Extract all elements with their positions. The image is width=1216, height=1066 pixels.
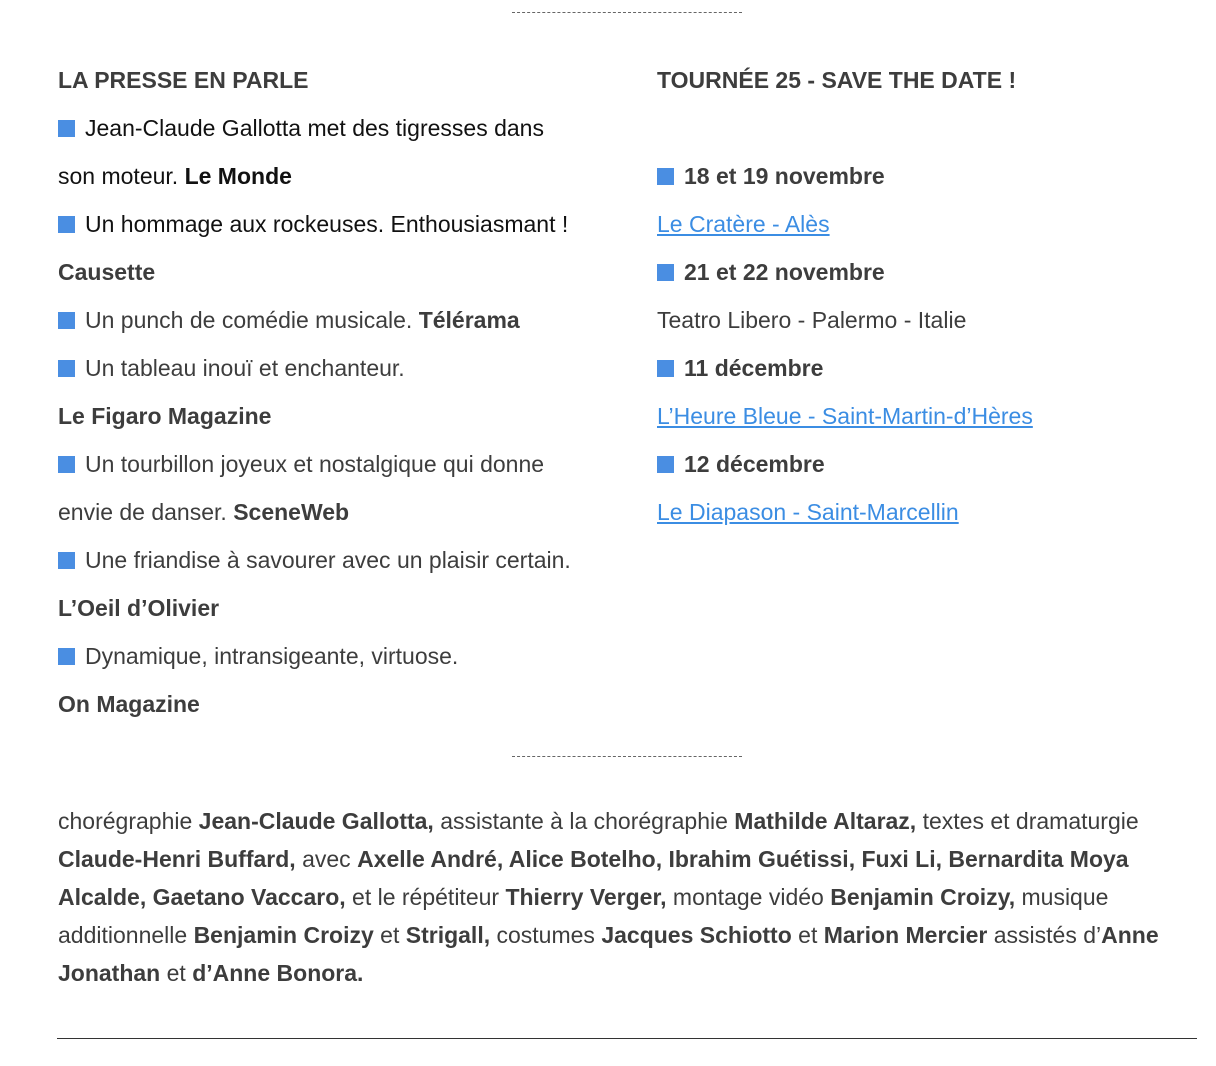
press-source: SceneWeb: [233, 499, 350, 525]
credit-name: Strigall,: [405, 922, 491, 948]
press-quote-7: Dynamique, intransigeante, virtuose.: [58, 632, 618, 680]
press-quote-5b: envie de danser. SceneWeb: [58, 499, 350, 525]
square-bullet-icon: [58, 648, 75, 665]
press-quote-2: Un hommage aux rockeuses. Enthousiasmant !: [58, 200, 618, 248]
tour-title: TOURNÉE 25 - SAVE THE DATE !: [657, 67, 1017, 93]
press-source: Causette: [58, 259, 156, 285]
credit-name: Mathilde Altaraz,: [734, 808, 917, 834]
credit-name: Axelle André, Alice Botelho, Ibrahim Guétissi, Fuxi Li, Bernardita Moya Alcalde, Gaetano Vaccaro,: [58, 846, 1129, 910]
credit-name: Benjamin Croizy,: [830, 884, 1016, 910]
credit-name: Jean-Claude Gallotta,: [198, 808, 434, 834]
square-bullet-icon: [58, 456, 75, 473]
square-bullet-icon: [58, 216, 75, 233]
press-quote-3: Un punch de comédie musicale. Télérama: [58, 296, 618, 344]
square-bullet-icon: [657, 168, 674, 185]
credit-name: Marion Mercier: [823, 922, 988, 948]
credit-name: Thierry Verger,: [505, 884, 667, 910]
middle-dashed-divider: [512, 756, 742, 757]
press-title: LA PRESSE EN PARLE: [58, 67, 309, 93]
square-bullet-icon: [657, 360, 674, 377]
bottom-horizontal-rule: [57, 1038, 1197, 1039]
tour-date-4: 12 décembre: [657, 440, 1177, 488]
square-bullet-icon: [58, 360, 75, 377]
press-source: Le Figaro Magazine: [58, 403, 272, 429]
credit-name: Benjamin Croizy: [193, 922, 374, 948]
venue-teatro-libero: Teatro Libero - Palermo - Italie: [657, 307, 967, 333]
press-source: Le Monde: [184, 163, 292, 189]
venue-link-heure-bleue[interactable]: L’Heure Bleue - Saint-Martin-d’Hères: [657, 403, 1033, 429]
tour-date-1: 18 et 19 novembre: [657, 152, 1177, 200]
square-bullet-icon: [657, 264, 674, 281]
press-quote-6: Une friandise à savourer avec un plaisir certain.: [58, 536, 618, 584]
top-dashed-divider: [512, 12, 742, 13]
press-source: L’Oeil d’Olivier: [58, 595, 220, 621]
square-bullet-icon: [58, 312, 75, 329]
tour-date-3: 11 décembre: [657, 344, 1177, 392]
tour-date-2: 21 et 22 novembre: [657, 248, 1177, 296]
credits-paragraph: chorégraphie Jean-Claude Gallotta, assistante à la chorégraphie Mathilde Altaraz, textes et dramaturgie Claude-Henri Buffard, avec Axelle André, Alice Botelho, Ibrahim Guétissi, Fuxi Li, Bernardita Moya Alcalde, Gaetano Vaccaro, et le répétiteur Thierry Verger, montage vidéo Benjamin Croizy, musique additionnelle Benjamin Croizy et Strigall, costumes Jacques Schiotto et Marion Mercier assistés d’Anne Jonathan et d’Anne Bonora.: [58, 808, 1159, 986]
press-column: [58, 56, 618, 728]
square-bullet-icon: [657, 456, 674, 473]
square-bullet-icon: [58, 120, 75, 137]
square-bullet-icon: [58, 552, 75, 569]
credit-name: Jacques Schiotto: [601, 922, 792, 948]
credit-name: Anne Jonathan: [58, 922, 1159, 986]
press-quote-1b: son moteur. Le Monde: [58, 163, 292, 189]
credit-name: Claude-Henri Buffard,: [58, 846, 296, 872]
press-quote-4: Un tableau inouï et enchanteur.: [58, 344, 618, 392]
credit-name: d’Anne Bonora.: [192, 960, 364, 986]
press-source: Télérama: [418, 307, 520, 333]
press-source: On Magazine: [58, 691, 200, 717]
press-quote-5a: Un tourbillon joyeux et nostalgique qui donne: [58, 440, 618, 488]
press-quote-1a: Jean-Claude Gallotta met des tigresses dans: [58, 104, 618, 152]
tour-column: [657, 56, 1177, 536]
spacer: [657, 104, 1177, 152]
venue-link-diapason[interactable]: Le Diapason - Saint-Marcellin: [657, 499, 959, 525]
venue-link-cratere[interactable]: Le Cratère - Alès: [657, 211, 830, 237]
